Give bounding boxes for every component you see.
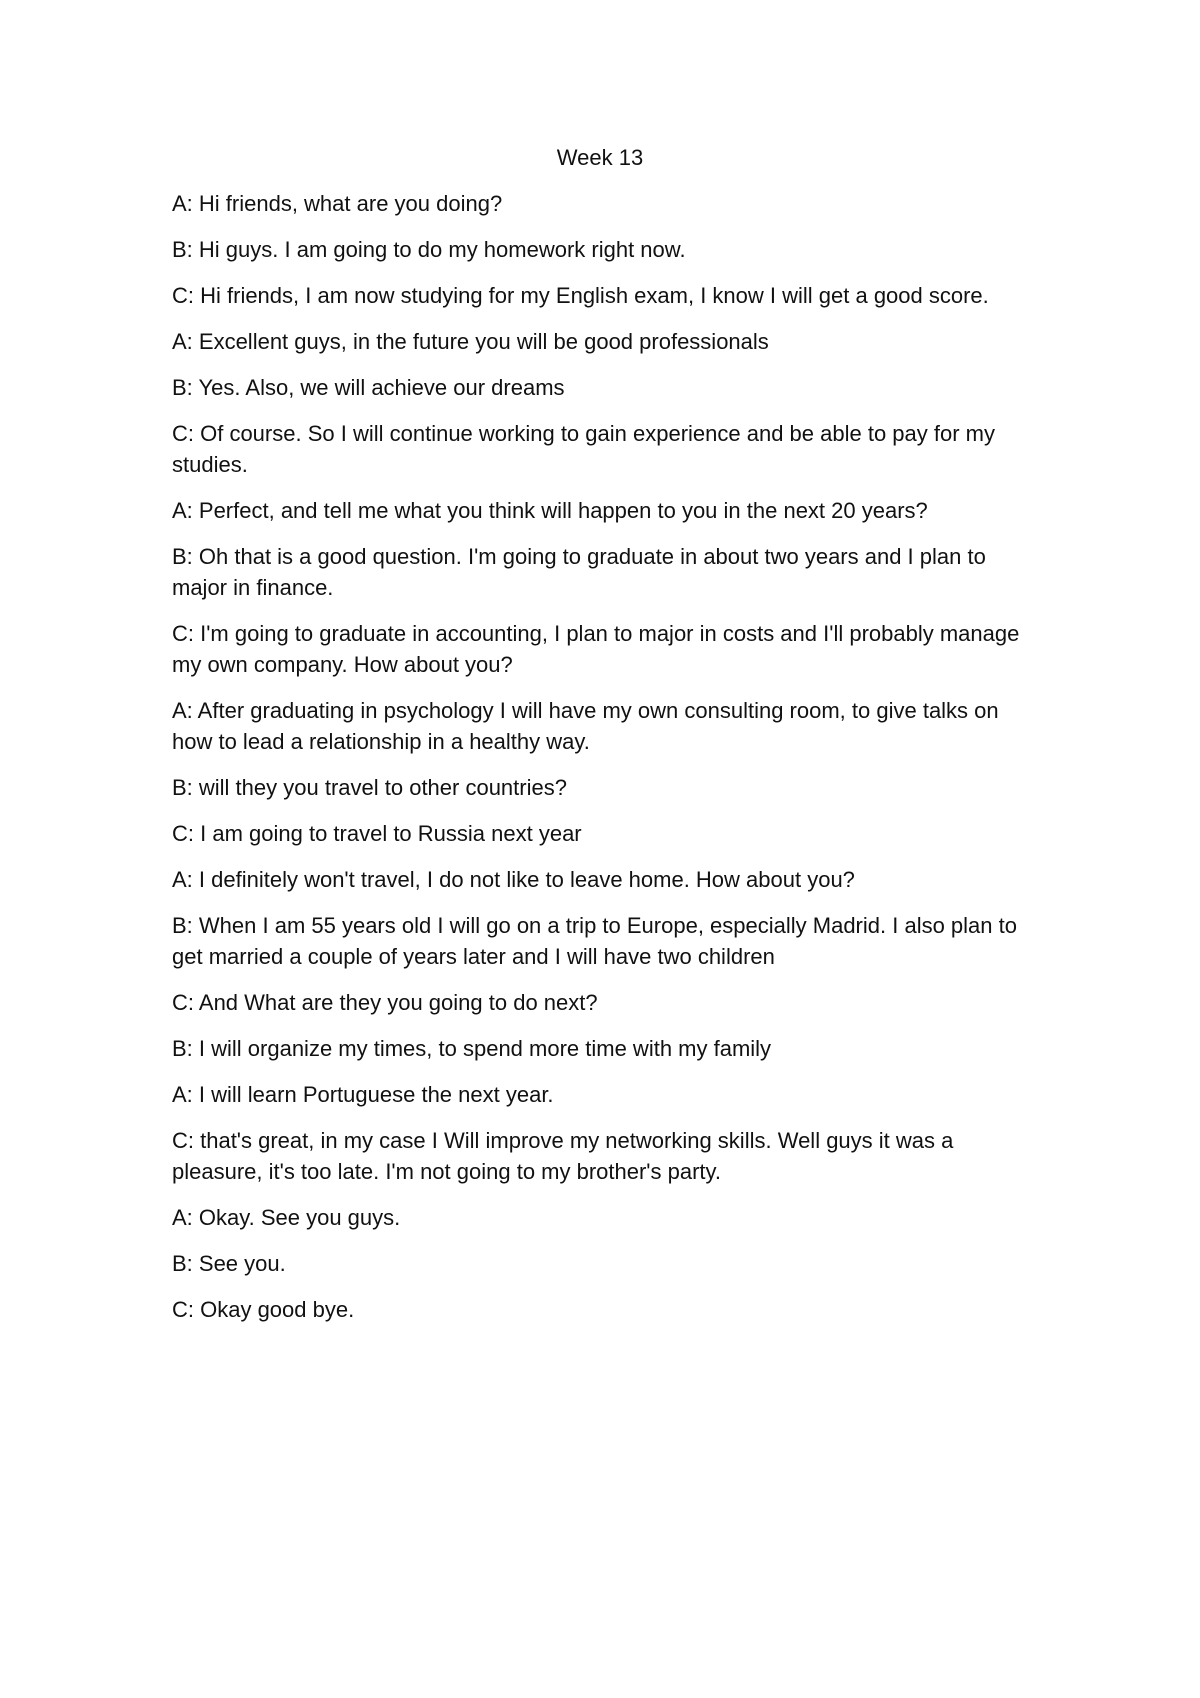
dialogue-line: A: Excellent guys, in the future you will be good professionals xyxy=(172,329,769,354)
dialogue-line: C: Okay good bye. xyxy=(172,1297,355,1322)
dialogue-line: A: I will learn Portuguese the next year. xyxy=(172,1082,554,1107)
page-title: Week 13 xyxy=(556,145,644,170)
dialogue-line: B: When I am 55 years old I will go on a trip to Europe, especially Madrid. I also plan to get married a couple of years later and I will have two children xyxy=(172,913,1017,969)
dialogue-line: C: Of course. So I will continue working to gain experience and be able to pay for my studies. xyxy=(172,421,995,477)
dialogue-line: A: I definitely won't travel, I do not like to leave home. How about you? xyxy=(172,867,855,892)
dialogue-line: B: Oh that is a good question. I'm going to graduate in about two years and I plan to major in finance. xyxy=(172,544,986,600)
dialogue-line: B: Yes. Also, we will achieve our dreams xyxy=(172,375,565,400)
dialogue-line: B: I will organize my times, to spend more time with my family xyxy=(172,1036,772,1061)
dialogue-line: C: And What are they you going to do next? xyxy=(172,990,598,1015)
dialogue-line: C: Hi friends, I am now studying for my English exam, I know I will get a good score. xyxy=(172,283,989,308)
dialogue-line: A: After graduating in psychology I will have my own consulting room, to give talks on how to lead a relationship in a healthy way. xyxy=(172,698,999,754)
dialogue-body xyxy=(172,188,1034,1340)
dialogue-line: B: will they you travel to other countries? xyxy=(172,775,567,800)
dialogue-line: B: See you. xyxy=(172,1251,286,1276)
dialogue-line: A: Hi friends, what are you doing? xyxy=(172,191,503,216)
dialogue-line: B: Hi guys. I am going to do my homework right now. xyxy=(172,237,686,262)
dialogue-line: C: that's great, in my case I Will improve my networking skills. Well guys it was a pleasure, it's too late. I'm not going to my brother's party. xyxy=(172,1128,954,1184)
dialogue-line: A: Okay. See you guys. xyxy=(172,1205,401,1230)
dialogue-line: C: I am going to travel to Russia next year xyxy=(172,821,582,846)
dialogue-line: A: Perfect, and tell me what you think will happen to you in the next 20 years? xyxy=(172,498,928,523)
dialogue-line: C: I'm going to graduate in accounting, I plan to major in costs and I'll probably manage my own company. How about you? xyxy=(172,621,1020,677)
